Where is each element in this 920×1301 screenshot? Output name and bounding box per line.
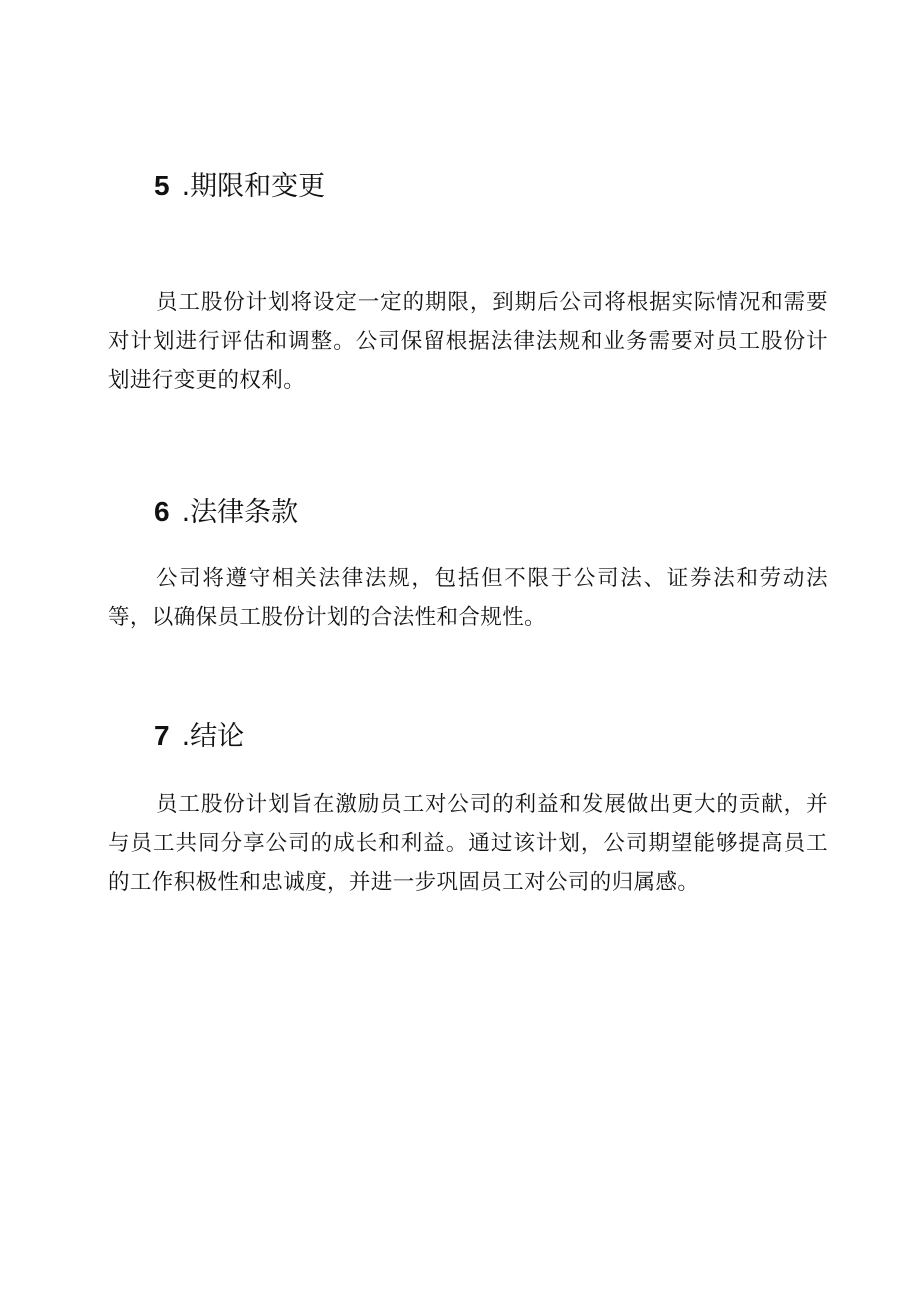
section-heading (154, 168, 828, 205)
section-title: .结论 (181, 721, 245, 752)
section-number: 5 (154, 170, 170, 201)
section-title: .期限和变更 (181, 171, 326, 202)
section-paragraph: 员工股份计划将设定一定的期限，到期后公司将根据实际情况和需要对计划进行评估和调整。公司保留根据法律法规和业务需要对员工股份计划进行变更的权利。 (108, 290, 828, 393)
section-conclusion (108, 718, 828, 902)
section-title: .法律条款 (181, 497, 299, 528)
section-heading (154, 718, 828, 755)
section-paragraph: 公司将遵守相关法律法规，包括但不限于公司法、证券法和劳动法等，以确保员工股份计划的合法性和合规性。 (108, 566, 828, 630)
section-heading (154, 494, 828, 531)
section-paragraph: 员工股份计划旨在激励员工对公司的利益和发展做出更大的贡献，并与员工共同分享公司的成长和利益。通过该计划，公司期望能够提高员工的工作积极性和忠诚度，并进一步巩固员工对公司的归属感。 (108, 792, 828, 895)
section-number: 6 (154, 496, 170, 527)
section-legal-terms (108, 494, 828, 637)
section-term-and-change (108, 168, 828, 400)
section-number: 7 (154, 720, 170, 751)
